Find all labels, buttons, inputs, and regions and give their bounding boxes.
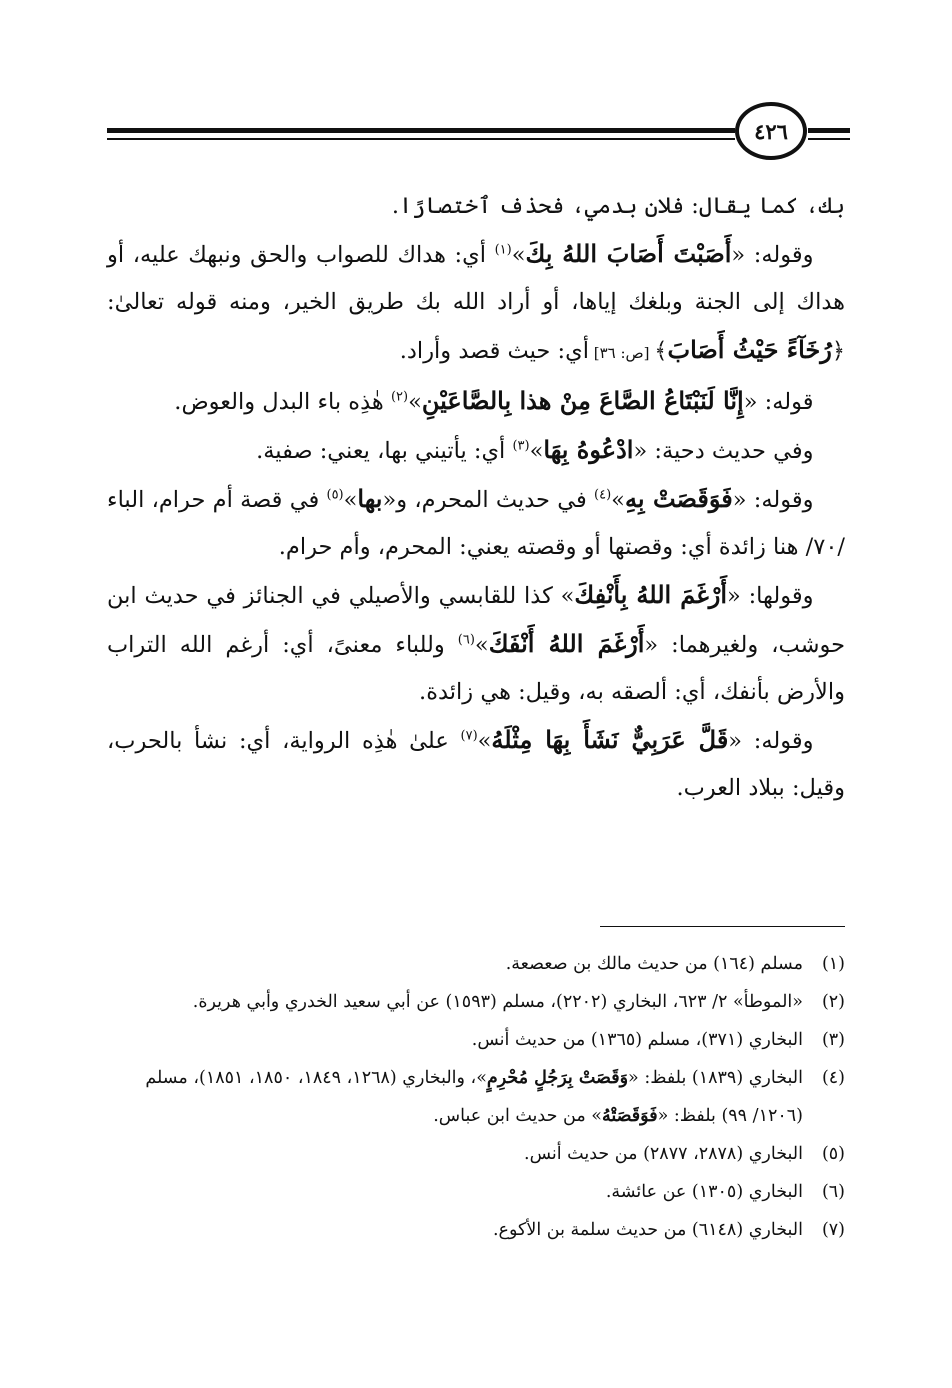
footnote	[107, 1173, 845, 1211]
text: أي: هداك للصواب والحق ونبهك عليه، أو هداك إلى الجنة وبلغك إياها، أو أراد الله بك طريق الخير، ومنه قوله تعالىٰ: ﴿	[107, 242, 845, 364]
footnote-ref: (٧)	[460, 728, 478, 744]
footnote-text: «الموطأ» ٢/ ٦٢٣، البخاري (٢٢٠٢)، مسلم (١٥٩٣) عن أبي سعيد الخدري وأبي هريرة.	[192, 992, 803, 1012]
text: ﴾	[654, 338, 668, 364]
hadith-quote: قَلَّ عَرَبِيٌّ نَشَأَ بِهَا مِثْلَهُ	[491, 725, 729, 754]
text: علىٰ هٰذِه الرواية، أي: نشأ بالحرب، وقيل: ببلاد العرب.	[107, 728, 845, 801]
hadith-quote: فَوَقَصَتْ بِهِ	[624, 484, 733, 513]
hadith-quote: إِنَّا لَنَبْتَاعُ الصَّاعَ مِنْ هذا بِالصَّاعَيْنِ	[421, 386, 744, 415]
paragraph-6	[107, 571, 845, 716]
paragraph-2	[107, 230, 845, 377]
text: »	[529, 438, 544, 464]
text: وقوله: «	[732, 487, 814, 513]
footnote	[107, 983, 845, 1021]
footnote-number: (٣)	[821, 1030, 845, 1050]
paragraph-1: بك، كما يقال: فلان بدمي، فحذف ٱختصارًا.	[391, 193, 845, 219]
footnote-ref: (٦)	[457, 632, 475, 648]
text: أي: يأتيني بها، يعني: صفية.	[256, 438, 513, 464]
page-header	[0, 98, 952, 168]
quran-verse: رُخَآءً حَيْثُ أَصَابَ	[667, 335, 832, 364]
text: »	[477, 728, 492, 754]
footnote-number: (٦)	[821, 1182, 845, 1202]
text: في حديث المحرم، و«	[382, 487, 595, 513]
text: وللباء معنىً، أي: أرغم الله التراب والأرض بأنفك، أي: ألصقه به، وقيل: هي زائدة.	[107, 632, 845, 705]
footnote-text: البخاري (١٣٠٥) عن عائشة.	[605, 1182, 803, 1202]
footnote	[107, 945, 845, 983]
footnote	[107, 1059, 845, 1135]
text: وقولها: «	[727, 583, 814, 609]
footnote-ref: (١)	[494, 242, 512, 258]
text: هٰذِه باء البدل والعوض.	[174, 389, 391, 415]
text: وفي حديث دحية: «	[633, 438, 814, 464]
text: »	[474, 632, 489, 658]
header-rule-stub-thin	[808, 138, 850, 140]
page-number: ٤٢٦	[735, 102, 807, 160]
text: وقوله: «	[731, 242, 814, 268]
footnote-ref: (٤)	[594, 487, 612, 503]
footnote	[107, 1135, 845, 1173]
footnote-quote: وَقَصَتْ بِرَجُلٍ مُحْرِمٍ	[486, 1068, 629, 1088]
footnote-separator	[600, 926, 845, 927]
verse-reference: [ص: ٣٦]	[588, 344, 655, 362]
header-rule-stub	[808, 128, 850, 133]
paragraph-4	[107, 426, 845, 475]
footnote-ref: (٢)	[390, 389, 409, 405]
footnote-number: (١)	[821, 954, 845, 974]
footnote-text: » من حديث ابن عباس.	[433, 1106, 602, 1126]
footnote-number: (٢)	[821, 992, 845, 1012]
footnote-ref: (٥)	[326, 487, 344, 503]
text: »	[343, 487, 358, 513]
header-rule-thick	[107, 128, 735, 133]
footnotes	[107, 945, 845, 1249]
footnote-text: البخاري (٦١٤٨) من حديث سلمة بن الأكوع.	[492, 1220, 803, 1240]
hadith-quote: أَرْغَمَ اللهُ بِأَنْفِكَ	[574, 580, 728, 609]
header-rule-thin	[107, 138, 735, 140]
footnote-ref: (٣)	[512, 438, 530, 454]
footnote	[107, 1211, 845, 1249]
footnote-number: (٧)	[821, 1220, 845, 1240]
footnote-text: البخاري (١٨٣٩) بلفظ: «	[628, 1068, 803, 1088]
main-text	[107, 183, 845, 812]
text: وقوله: «	[728, 728, 814, 754]
text: »	[511, 242, 526, 268]
paragraph-7	[107, 716, 845, 812]
footnote-quote: فَوَقَصَتْهُ	[601, 1106, 658, 1126]
hadith-quote: ادْعُوهُ بِهَا	[543, 435, 634, 464]
text: » كذا للقابسي والأصيلي في الجنائز في حديث ابن حوشب، ولغيرهما: «	[107, 583, 846, 658]
footnote-number: (٤)	[821, 1068, 845, 1088]
text: قوله: «	[743, 389, 814, 415]
text: في قصة أم حرام، الباء /٧٠/ هنا زائدة أي: وقصتها أو وقصته يعني: المحرم، وأم حرام.	[107, 487, 845, 560]
footnote	[107, 1021, 845, 1059]
hadith-quote: أَصَبْتَ أَصَابَ اللهُ بِكَ	[525, 239, 732, 268]
footnote-text: مسلم (١٦٤) من حديث مالك بن صعصعة.	[505, 954, 803, 974]
paragraph-3	[107, 377, 845, 426]
footnote-text: البخاري (٢٨٧٨، ٢٨٧٧) من حديث أنس.	[524, 1144, 803, 1164]
paragraph-5	[107, 475, 845, 571]
text: »	[408, 389, 422, 415]
footnote-text: البخاري (٣٧١)، مسلم (١٣٦٥) من حديث أنس.	[471, 1030, 803, 1050]
footnote-text: »، والبخاري (١٢٦٨، ١٨٤٩، ١٨٥٠، ١٨٥١)، مسلم (١٢٠٦/ ٩٩) بلفظ: «	[145, 1068, 803, 1126]
text: »	[611, 487, 625, 513]
footnote-number: (٥)	[821, 1144, 845, 1164]
hadith-quote: أَرْغَمَ اللهُ أَنْفَكَ	[488, 629, 645, 658]
hadith-quote: بها	[357, 484, 383, 513]
text: أي: حيث قصد وأراد.	[399, 338, 589, 364]
